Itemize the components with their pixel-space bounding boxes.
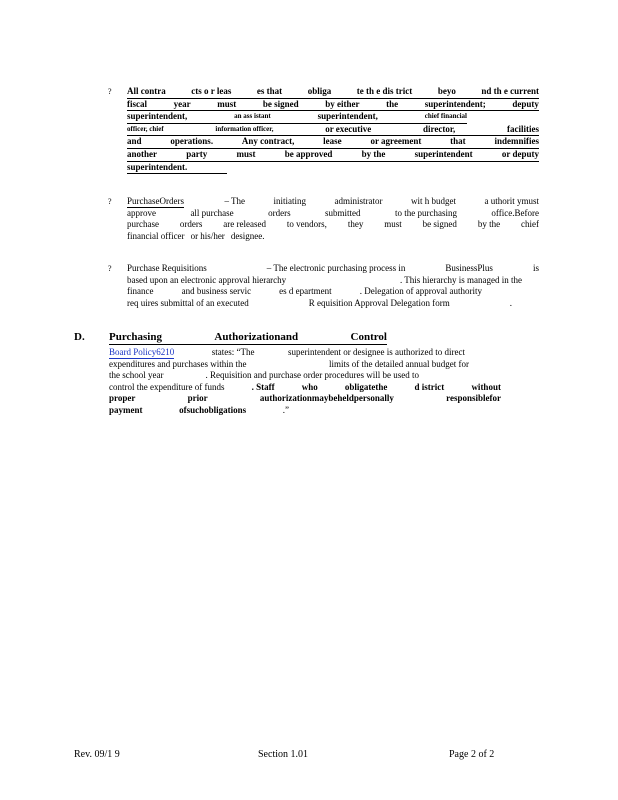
text-line — [127, 219, 539, 231]
text-fragment: te th e dis trict — [356, 86, 413, 96]
purchase-requisitions-paragraph — [127, 263, 539, 309]
text-fragment: Control — [350, 331, 387, 343]
text-fragment: states: “The — [211, 347, 255, 357]
text-fragment: payment — [109, 404, 143, 415]
section-title — [109, 331, 387, 345]
purchase-orders-heading: PurchaseOrders — [127, 196, 184, 206]
text-fragment: . Delegation of approval authority — [359, 286, 482, 297]
text-fragment: must — [384, 219, 402, 230]
text-fragment: a uthorit ymust — [484, 196, 539, 206]
text-fragment: req uires submittal of an executed — [127, 297, 249, 308]
text-fragment: initiating — [273, 196, 307, 206]
text-line — [127, 111, 467, 124]
text-line — [127, 162, 227, 175]
text-fragment: control the expenditure of funds — [109, 381, 225, 392]
text-line — [127, 99, 539, 112]
text-fragment: to vendors, — [286, 219, 327, 230]
text-fragment: by either — [325, 98, 360, 109]
text-fragment: orders — [268, 207, 291, 218]
text-line — [127, 124, 539, 137]
text-fragment: es that — [256, 86, 283, 96]
text-fragment: es d epartment — [279, 286, 332, 297]
text-fragment: – The electronic purchasing process in — [266, 263, 406, 273]
text-fragment: that — [450, 136, 466, 147]
text-line — [109, 382, 501, 394]
text-fragment: d istrict — [414, 381, 445, 392]
text-fragment: must — [217, 98, 237, 109]
text-fragment: and business servic — [181, 286, 252, 297]
text-fragment: superintendent, — [317, 111, 378, 122]
text-fragment: superintendent. — [127, 161, 188, 172]
text-line — [127, 196, 539, 208]
text-fragment: nd th e current — [481, 86, 539, 96]
text-fragment: without — [471, 381, 501, 392]
text-line — [127, 208, 539, 220]
text-line — [109, 359, 469, 371]
text-fragment: purchase — [127, 219, 159, 230]
board-policy-link[interactable]: Board Policy6210 — [109, 347, 175, 357]
text-fragment: administrator — [334, 196, 383, 206]
text-line — [127, 136, 539, 149]
bullet-marker: ? — [108, 197, 112, 206]
text-line — [109, 370, 419, 382]
text-fragment: submitted — [325, 207, 361, 218]
text-fragment: Any contract, — [241, 136, 295, 147]
text-line — [109, 347, 465, 359]
text-fragment: are released — [223, 219, 267, 230]
text-line — [127, 263, 539, 275]
text-fragment: All contra — [127, 86, 166, 96]
text-fragment: based upon an electronic approval hierarchy — [127, 274, 287, 285]
text-fragment: they — [347, 219, 364, 230]
text-fragment: . Staff — [251, 381, 275, 392]
text-fragment: all purchase — [190, 207, 234, 218]
text-fragment: . Requisition and purchase order procedures will be used to — [205, 370, 419, 381]
text-fragment: approve — [127, 207, 156, 218]
text-fragment: fiscal — [127, 98, 147, 109]
text-fragment: obliga — [307, 86, 332, 96]
text-fragment: the school year — [109, 370, 164, 381]
text-fragment: – The — [224, 196, 246, 206]
text-fragment: by the — [361, 148, 386, 159]
text-fragment: be signed — [422, 219, 457, 230]
text-fragment: indemnifies — [494, 136, 539, 147]
text-line — [127, 275, 522, 287]
purchase-orders-paragraph — [127, 196, 539, 242]
text-line — [109, 405, 289, 417]
text-fragment: wit h budget — [411, 196, 457, 206]
text-fragment: BusinessPlus — [445, 263, 493, 273]
text-fragment: information officer, — [215, 124, 274, 133]
text-fragment: obligatethe — [344, 381, 388, 392]
text-fragment: superintendent, — [127, 111, 188, 122]
text-fragment: to the purchasing — [394, 207, 457, 218]
text-fragment: limits of the detailed annual budget for — [329, 358, 469, 369]
section-letter: D. — [74, 331, 85, 343]
text-fragment: lease — [323, 136, 342, 147]
text-fragment: R equisition Approval Delegation form — [308, 297, 450, 308]
bullet-marker: ? — [108, 87, 112, 96]
text-fragment: superintendent or designee is authorized to direct — [288, 347, 465, 357]
text-fragment: financial officer — [127, 230, 185, 241]
bullet-marker: ? — [108, 264, 112, 273]
contracts-paragraph — [127, 86, 539, 174]
text-line — [127, 298, 512, 310]
text-fragment: be approved — [284, 148, 333, 159]
text-fragment: or his/her — [190, 230, 225, 241]
text-fragment: or executive — [325, 123, 372, 134]
footer-page-number: Page 2 of 2 — [449, 749, 495, 760]
text-fragment: Authorizationand — [214, 331, 299, 343]
text-fragment: chief — [520, 219, 539, 230]
text-fragment: year — [173, 98, 191, 109]
text-fragment: Purchasing — [109, 331, 162, 343]
text-fragment: be signed — [262, 98, 299, 109]
text-fragment: and — [127, 136, 142, 147]
text-fragment: or deputy — [501, 148, 539, 159]
text-fragment: . — [509, 297, 512, 308]
text-fragment: orders — [179, 219, 203, 230]
text-fragment: party — [186, 148, 208, 159]
text-line — [127, 149, 539, 162]
text-fragment: beyo — [437, 86, 456, 96]
purchase-requisitions-heading: Purchase Requisitions — [127, 263, 207, 273]
text-fragment: finance — [127, 286, 154, 297]
text-fragment: another — [127, 148, 157, 159]
text-line — [127, 231, 387, 243]
text-fragment: expenditures and purchases within the — [109, 358, 247, 369]
text-fragment: an ass istant — [234, 112, 271, 121]
text-fragment: is — [532, 263, 539, 273]
footer-section: Section 1.01 — [258, 749, 308, 760]
text-fragment: chief financial — [424, 112, 467, 121]
text-line — [127, 286, 482, 298]
text-fragment: office.Before — [491, 207, 539, 218]
text-fragment: the — [386, 98, 399, 109]
text-fragment: by the — [477, 219, 501, 230]
text-fragment: or agreement — [370, 136, 422, 147]
text-line — [109, 393, 501, 405]
text-fragment: responsiblefor — [446, 393, 501, 404]
text-fragment: superintendent — [414, 148, 473, 159]
text-fragment: operations. — [170, 136, 214, 147]
text-fragment: facilities — [507, 123, 539, 134]
text-fragment: authorizationmaybeheldpersonally — [259, 393, 394, 404]
text-fragment: who — [301, 381, 318, 392]
section-body — [109, 347, 501, 417]
text-fragment: officer, chief — [127, 124, 164, 133]
text-fragment: must — [236, 148, 256, 159]
text-fragment: ofsuchobligations — [179, 404, 247, 415]
text-fragment: cts o r leas — [191, 86, 232, 96]
text-fragment: .” — [282, 404, 289, 415]
text-line — [127, 86, 539, 99]
text-fragment: designee. — [230, 230, 265, 241]
text-fragment: superintendent; — [424, 98, 486, 109]
text-fragment: . This hierarchy is managed in the — [399, 274, 522, 285]
text-fragment: director, — [423, 123, 456, 134]
text-fragment: deputy — [512, 98, 539, 109]
footer-revision: Rev. 09/1 9 — [74, 749, 120, 760]
text-fragment: proper — [109, 393, 136, 404]
text-fragment: prior — [187, 393, 208, 404]
